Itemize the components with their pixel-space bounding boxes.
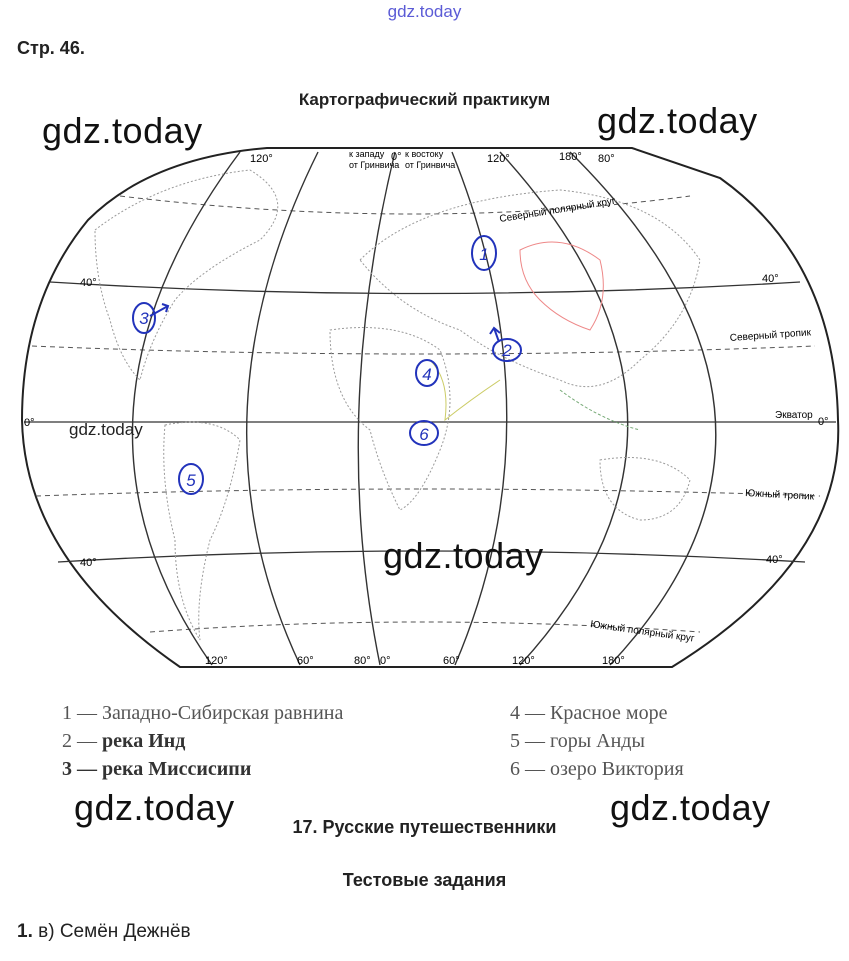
map-mark-4: 4 xyxy=(422,365,432,384)
legend-item-6: 6 — озеро Виктория xyxy=(510,758,684,780)
label-120e-top: 120° xyxy=(487,153,510,165)
watermark-map-right: gdz.today xyxy=(597,100,758,141)
subsection-title: Тестовые задания xyxy=(342,870,507,890)
label-s40-left: 40° xyxy=(80,557,97,569)
label-180-top: 180° xyxy=(559,151,582,163)
legend-item-2: 2 — река Инд xyxy=(62,730,186,752)
watermark-top: gdz.today xyxy=(387,2,462,21)
label-west-2: от Гринвича xyxy=(349,160,400,170)
watermark-map-small: gdz.today xyxy=(69,420,143,439)
legend-item-1: 1 — Западно-Сибирская равнина xyxy=(62,702,344,724)
label-120e-bottom: 120° xyxy=(512,655,535,667)
watermark-bottom-right: gdz.today xyxy=(610,787,771,828)
map-mark-3: 3 xyxy=(139,309,149,328)
label-0-bottom: 0° xyxy=(380,655,391,667)
label-west-1: к западу xyxy=(349,149,385,159)
label-180-bottom: 180° xyxy=(602,655,625,667)
label-east-2: от Гринвича xyxy=(405,160,456,170)
label-n40-right: 40° xyxy=(762,273,779,285)
label-s40-right: 40° xyxy=(766,554,783,566)
map-mark-5: 5 xyxy=(186,471,196,490)
label-0-top: 0° xyxy=(391,151,402,163)
label-0-right: 0° xyxy=(818,416,829,428)
label-80-top: 80° xyxy=(598,153,615,165)
practicum-title: Картографический практикум xyxy=(298,90,551,109)
label-antarctic: Южный полярный круг xyxy=(589,619,696,645)
map-outline xyxy=(22,148,838,667)
label-capricorn: Южный тропик xyxy=(744,488,815,503)
watermark-map-center: gdz.today xyxy=(383,535,544,576)
section-title: 17. Русские путешественники xyxy=(292,817,557,837)
label-east-1: к востоку xyxy=(405,149,444,159)
watermark-bottom-left: gdz.today xyxy=(74,787,235,828)
label-60w-bottom: 60° xyxy=(297,655,314,667)
map-mark-6: 6 xyxy=(419,425,429,444)
legend-item-3: 3 — река Миссисипи xyxy=(62,758,252,780)
map-mark-2: 2 xyxy=(502,341,512,360)
label-cancer: Северный тропик xyxy=(729,327,812,344)
legend-item-5: 5 — горы Анды xyxy=(510,730,645,752)
watermark-map-left: gdz.today xyxy=(42,110,203,151)
label-80-bottom: 80° xyxy=(354,655,371,667)
label-equator: Экватор xyxy=(775,410,813,421)
label-60e-bottom: 60° xyxy=(443,655,460,667)
label-120w-top: 120° xyxy=(250,153,273,165)
label-n40-left: 40° xyxy=(80,277,97,289)
label-arctic: Северный полярный круг xyxy=(498,195,617,225)
answer-1: 1. в) Семён Дежнёв xyxy=(17,921,191,942)
label-0-left: 0° xyxy=(24,417,35,429)
page-number: Стр. 46. xyxy=(17,38,85,58)
map-mark-1: 1 xyxy=(479,245,489,264)
legend-item-4: 4 — Красное море xyxy=(510,702,668,724)
label-120w-bottom: 120° xyxy=(205,655,228,667)
